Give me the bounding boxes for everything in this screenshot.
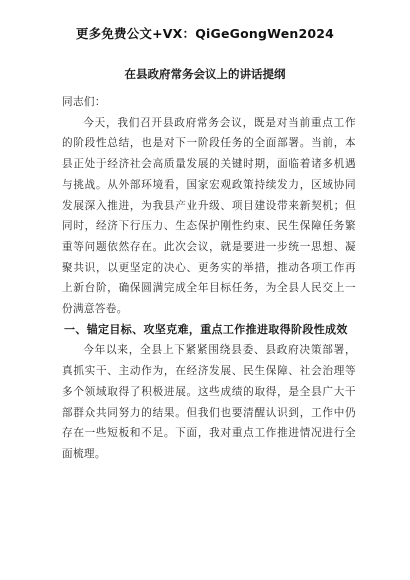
section-paragraph: 今年以来，全县上下紧紧围绕县委、县政府决策部署，真抓实干、主动作为，在经济发展、民生保障、社会治理等多个领域取得了积极进展。这些成绩的取得，是全县广大干部群众共同努力的结果。但我们也要清醒认识到，工作中仍存在一些短板和不足。下面，我对重点工作推进情况进行全面梳理。 — [62, 344, 356, 460]
document-body — [62, 92, 356, 465]
section-heading: 一、锚定目标、攻坚克难，重点工作推进取得阶段性成效 — [64, 322, 348, 336]
salutation: 同志们： — [62, 96, 106, 108]
intro-paragraph: 今天，我们召开县政府常务会议，既是对当前重点工作的阶段性总结，也是对下一阶段任务的全面部署。当前，本县正处于经济社会高质量发展的关键时期，面临着诸多机遇与挑战。从外部环境看，国家宏观政策持续发力，区域协同发展深入推进，为我县产业升级、项目建设带来新契机；但同时，经济下行压力、生态保护刚性约束、民生保障任务繁重等问题依然存在。此次会议，就是要进一步统一思想、凝聚共识，以更坚定的决心、更务实的举措，推动各项工作再上新台阶，确保圆满完成全年目标任务，为全县人民交上一份满意答卷。 — [62, 116, 356, 316]
promo-header: 更多免费公文+VX：QiGeGongWen2024 — [75, 26, 335, 41]
document-title: 在县政府常务会议上的讲话提纲 — [124, 67, 286, 81]
